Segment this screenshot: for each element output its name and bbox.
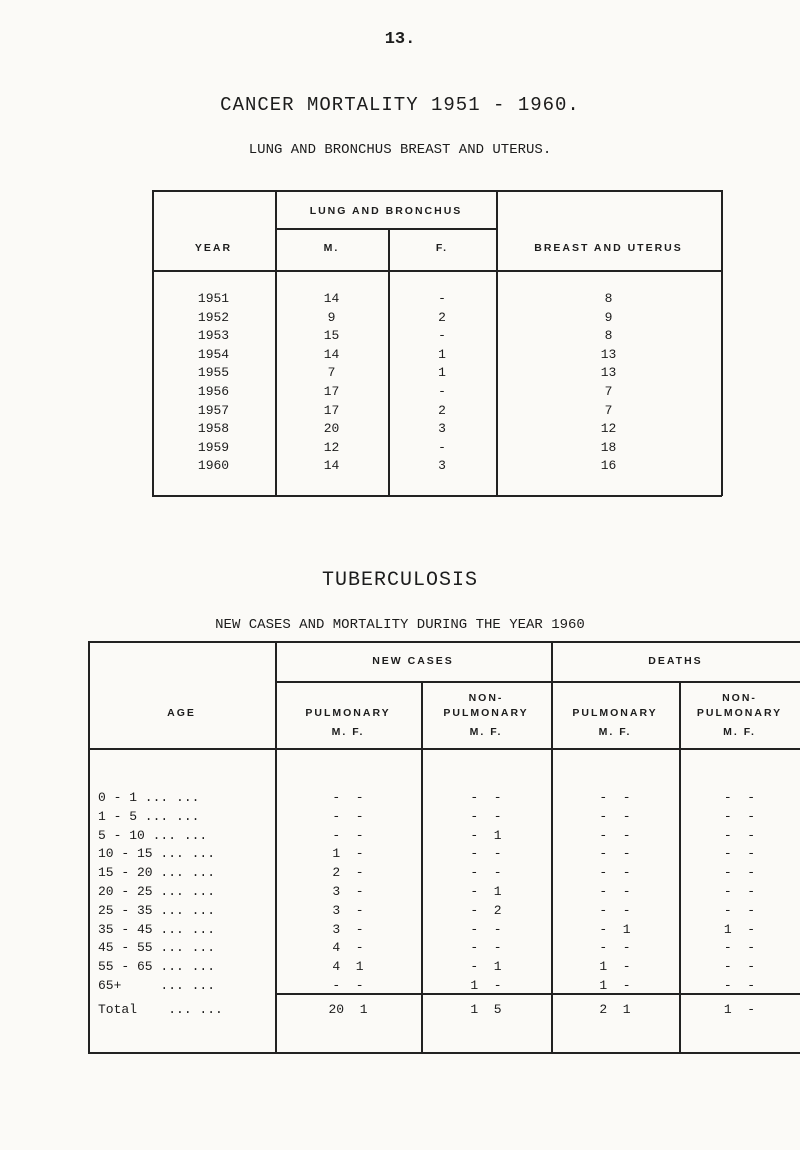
tb-cell-d-pulmonary: - -	[599, 827, 631, 843]
cancer-cell-f: -	[438, 328, 446, 344]
cancer-cell-breast: 8	[604, 328, 613, 344]
tb-cell-d-nonpulmonary: - -	[723, 790, 756, 805]
cancer-col-divider-2	[388, 228, 390, 496]
tb-header-nc-pulmonary: PULMONARY	[305, 707, 391, 719]
cancer-cell-f: 1	[438, 346, 446, 362]
tb-cell-nc-pulmonary: - -	[332, 808, 364, 824]
tb-left-border	[88, 641, 90, 1053]
tb-cell-nc-pulmonary: 3 -	[332, 884, 364, 899]
cancer-cell-f: 1	[438, 365, 446, 381]
tb-cell-age: 45 - 55 ... ...	[98, 940, 216, 956]
tb-cell-nc-nonpulmonary: - -	[470, 865, 502, 881]
tb-cell-nc-nonpulmonary: - 1	[470, 959, 502, 975]
cancer-cell-m: 14	[323, 346, 340, 362]
tb-total-nc-nonpulmonary: 1 5	[470, 1002, 502, 1017]
tb-cell-nc-nonpulmonary: - -	[470, 808, 502, 824]
tb-cell-nc-pulmonary: - -	[332, 978, 364, 993]
cancer-cell-breast: 9	[604, 309, 613, 325]
cancer-right-border	[721, 190, 723, 496]
tb-cell-d-nonpulmonary: - -	[723, 865, 756, 881]
cancer-cell-year: 1951	[197, 291, 230, 306]
tb-cell-nc-nonpulmonary: 1 -	[470, 978, 502, 993]
tb-total-divider	[275, 993, 800, 995]
cancer-cell-f: 2	[438, 309, 446, 325]
tb-cell-nc-nonpulmonary: - 1	[470, 884, 502, 899]
tb-cell-age: 25 - 35 ... ...	[98, 902, 216, 918]
tb-cell-d-pulmonary: 1 -	[599, 959, 631, 975]
tb-cell-nc-nonpulmonary: - -	[470, 790, 502, 805]
tb-cell-nc-pulmonary: 2 -	[332, 865, 364, 881]
tb-header-nc-non: NON-	[468, 692, 504, 704]
tb-cell-age: 1 - 5 ... ...	[98, 808, 200, 824]
cancer-cell-breast: 13	[600, 346, 617, 362]
tb-subheader-divider	[275, 681, 800, 683]
tb-cell-d-nonpulmonary: - -	[723, 940, 756, 956]
tb-header-nc-nonpulmonary-mf: M. F.	[469, 726, 503, 738]
tb-total-nc-pulmonary: 20 1	[328, 1002, 368, 1017]
cancer-cell-year: 1952	[197, 309, 230, 325]
tb-total-d-pulmonary: 2 1	[599, 1002, 631, 1017]
cancer-cell-m: 17	[323, 402, 340, 418]
tb-cell-nc-nonpulmonary: - -	[470, 921, 502, 937]
tb-cell-d-pulmonary: - -	[599, 808, 631, 824]
tb-cell-nc-nonpulmonary: - -	[470, 940, 502, 956]
tb-header-d-non: NON-	[722, 692, 757, 704]
cancer-cell-year: 1953	[197, 328, 230, 344]
cancer-mf-divider	[275, 228, 497, 230]
cancer-cell-m: 12	[323, 439, 340, 455]
cancer-cell-breast: 18	[600, 439, 617, 455]
tb-cell-nc-pulmonary: 4 1	[332, 959, 364, 975]
tb-cell-d-pulmonary: - -	[599, 790, 631, 805]
tb-header-d-nonpulmonary-mf: M. F.	[723, 726, 756, 738]
cancer-subtitle: LUNG AND BRONCHUS BREAST AND UTERUS.	[248, 142, 552, 158]
tb-cell-d-nonpulmonary: - -	[723, 902, 756, 918]
cancer-cell-year: 1954	[197, 346, 230, 362]
tb-cell-nc-pulmonary: 1 -	[332, 846, 364, 862]
cancer-cell-m: 17	[323, 384, 340, 399]
tb-cell-age: 15 - 20 ... ...	[98, 865, 216, 881]
cancer-cell-m: 7	[327, 365, 336, 381]
tb-cell-age: 20 - 25 ... ...	[98, 884, 216, 899]
cancer-header-f: F.	[435, 242, 449, 254]
cancer-cell-f: -	[438, 439, 446, 455]
tb-cell-nc-pulmonary: - -	[332, 790, 364, 805]
cancer-cell-m: 14	[323, 291, 340, 306]
tb-cell-d-nonpulmonary: 1 -	[723, 921, 756, 937]
tb-header-nc-pulmonary-mf: M. F.	[331, 726, 365, 738]
cancer-header-lung: LUNG AND BRONCHUS	[309, 205, 463, 217]
cancer-cell-breast: 16	[600, 458, 617, 474]
cancer-header-breast: BREAST AND UTERUS	[534, 242, 683, 254]
tb-cell-d-pulmonary: - -	[599, 940, 631, 956]
cancer-cell-f: -	[438, 384, 446, 399]
cancer-cell-breast: 8	[604, 291, 613, 306]
cancer-cell-f: 3	[438, 458, 446, 474]
cancer-cell-f: 2	[438, 402, 446, 418]
tb-cell-d-nonpulmonary: - -	[723, 827, 756, 843]
tb-cell-age: 5 - 10 ... ...	[98, 827, 208, 843]
tb-cell-age: 65+ ... ...	[98, 978, 216, 993]
tb-cell-nc-pulmonary: 4 -	[332, 940, 364, 956]
tb-header-deaths: DEATHS	[648, 655, 703, 667]
tb-cell-age: 10 - 15 ... ...	[98, 846, 216, 862]
tb-cell-age: 55 - 65 ... ...	[98, 959, 216, 975]
tb-header-divider	[88, 748, 800, 750]
tb-cell-d-nonpulmonary: - -	[723, 959, 756, 975]
cancer-header-divider	[152, 270, 722, 272]
tb-cell-nc-nonpulmonary: - -	[470, 846, 502, 862]
tb-cell-nc-nonpulmonary: - 1	[470, 827, 502, 843]
tb-header-d-pulmonary: PULMONARY	[572, 707, 658, 719]
tb-cell-nc-pulmonary: 3 -	[332, 902, 364, 918]
cancer-cell-f: -	[438, 291, 446, 306]
tb-cell-d-nonpulmonary: - -	[723, 808, 756, 824]
tb-cell-d-nonpulmonary: - -	[723, 978, 756, 993]
cancer-cell-year: 1956	[197, 384, 230, 399]
tb-cell-d-pulmonary: 1 -	[599, 978, 631, 993]
tb-cell-d-pulmonary: - -	[599, 902, 631, 918]
cancer-bottom-border	[152, 495, 722, 497]
tb-cell-nc-pulmonary: 3 -	[332, 921, 364, 937]
page-number: 13.	[384, 30, 416, 49]
cancer-top-border	[152, 190, 722, 192]
tb-cell-d-pulmonary: - -	[599, 846, 631, 862]
tb-header-d-nonpulmonary: PULMONARY	[696, 707, 783, 719]
tb-cell-age: 0 - 1 ... ...	[98, 790, 200, 805]
tb-bottom-border	[88, 1052, 800, 1054]
tb-cell-d-pulmonary: - 1	[599, 921, 631, 937]
tb-cell-nc-nonpulmonary: - 2	[470, 902, 502, 918]
tb-header-d-pulmonary-mf: M. F.	[598, 726, 632, 738]
cancer-cell-year: 1960	[197, 458, 230, 474]
cancer-cell-breast: 7	[604, 384, 613, 399]
tb-cell-d-pulmonary: - -	[599, 865, 631, 881]
tb-cell-age: 35 - 45 ... ...	[98, 921, 216, 937]
cancer-cell-year: 1959	[197, 439, 230, 455]
tb-cell-d-pulmonary: - -	[599, 884, 631, 899]
cancer-cell-year: 1957	[197, 402, 230, 418]
tb-total-label: Total ... ...	[98, 1002, 223, 1017]
tb-cell-d-nonpulmonary: - -	[723, 884, 756, 899]
cancer-header-year: YEAR	[194, 242, 233, 254]
tb-total-d-nonpulmonary: 1 -	[723, 1002, 756, 1017]
cancer-cell-m: 15	[323, 328, 340, 344]
cancer-cell-m: 20	[323, 421, 340, 437]
cancer-cell-f: 3	[438, 421, 446, 437]
cancer-cell-breast: 13	[600, 365, 617, 381]
tb-cell-d-nonpulmonary: - -	[723, 846, 756, 862]
tb-top-border	[88, 641, 800, 643]
cancer-cell-breast: 7	[604, 402, 613, 418]
tb-header-new-cases: NEW CASES	[372, 655, 454, 667]
tb-header-nc-nonpulmonary: PULMONARY	[443, 707, 529, 719]
tb-cell-nc-pulmonary: - -	[332, 827, 364, 843]
cancer-header-m: M.	[323, 242, 340, 254]
cancer-cell-year: 1958	[197, 421, 230, 437]
cancer-cell-year: 1955	[197, 365, 230, 381]
tb-subtitle: NEW CASES AND MORTALITY DURING THE YEAR 1960	[215, 617, 585, 633]
cancer-cell-m: 9	[327, 309, 336, 325]
cancer-cell-m: 14	[323, 458, 340, 474]
cancer-title: CANCER MORTALITY 1951 - 1960.	[220, 94, 580, 116]
tb-header-age: AGE	[167, 707, 196, 719]
tb-title: TUBERCULOSIS	[321, 569, 479, 592]
cancer-cell-breast: 12	[600, 421, 617, 437]
